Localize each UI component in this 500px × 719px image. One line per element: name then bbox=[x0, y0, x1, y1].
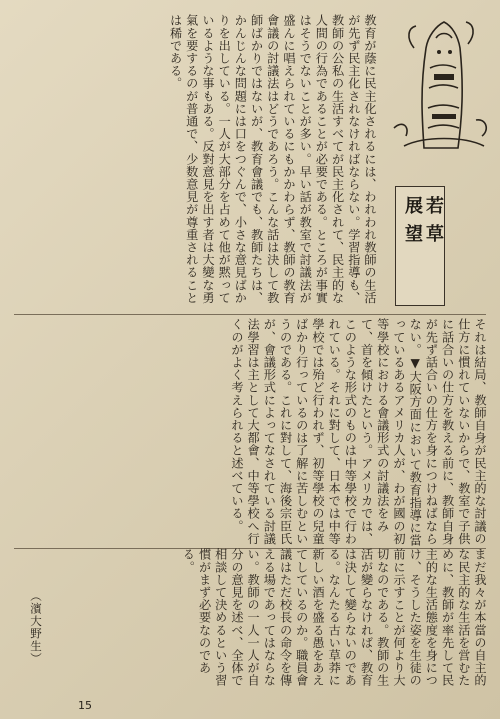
body-text-middle: それは結局、教師自身が民主的な討議の仕方に慣れていないからで、教室で子供に話合いの仕方を教える前に、教師自身が先ず話合いの仕方を身につけねばならない。▼大阪方面において教育指導に當っているあるアメリカ人が、わが國の初等學校における會議形式の討議法をみて、首を傾けたという。アメリカでは、このような形式のものは中等學校で行われている。それに對して、日本では中等學校では殆ど行われず、初等學校の兒童ばかり行っているのは了解に苦しむというのである。これに對して、海後宗臣氏が、會議形式によってなされている討議法學習は主として大都會、中等學校へ行くのがよく考えられると述べている。 bbox=[229, 318, 487, 547]
column-heading-line-2: 展望 bbox=[402, 196, 423, 252]
body-text-lower: まだ我々が本當の自主的な民主的な生活を営むために、教師が率先して民主的な生活態度を身につけ、そうした姿を生徒の前に示すことが何より大切なのである。教師の生活が變らなければ、教育は決して變らないのである。なんたる古い草莽に新しい酒を盛る愚をあえてしているのか。職員會議はただ校長の命令を傳える場であってはならない。教師の一人一人が自分の意見を述べ、全体で相談して決めるという習慣がまず必要なのである。 bbox=[181, 548, 487, 687]
tier-divider-upper bbox=[14, 314, 486, 315]
decorative-sketch-illustration bbox=[384, 8, 494, 158]
body-text-upper: 教育が蔭に民主化されるには、われわれ教師の生活が先ず民主化されなければならない。学習指導も、教師の公私の生活すべてが民主化されて、民主的な人間の行為であることが必要である。ところが事實はそうでないことが多い。早い話が教室で討議法が盛んに唱えられているにもかかわらず、教師の教育會議の討議法はどうであろう。こんな話は決して教師ばかりではないが、教育會議でも、教師たちは、かんじんな問題には口をつぐんで、小さな意見ばかりを出している。一人が大部分を占めて他が黙っているような事もある。反對意見を出す者は大變な勇氣を要するのが普通で、少数意見が尊重されることは稀である。 bbox=[168, 14, 377, 304]
author-signature: （濱大野生） bbox=[29, 590, 43, 665]
page-number: 15 bbox=[78, 699, 92, 712]
column-heading-line-1: 若草 bbox=[423, 196, 444, 252]
